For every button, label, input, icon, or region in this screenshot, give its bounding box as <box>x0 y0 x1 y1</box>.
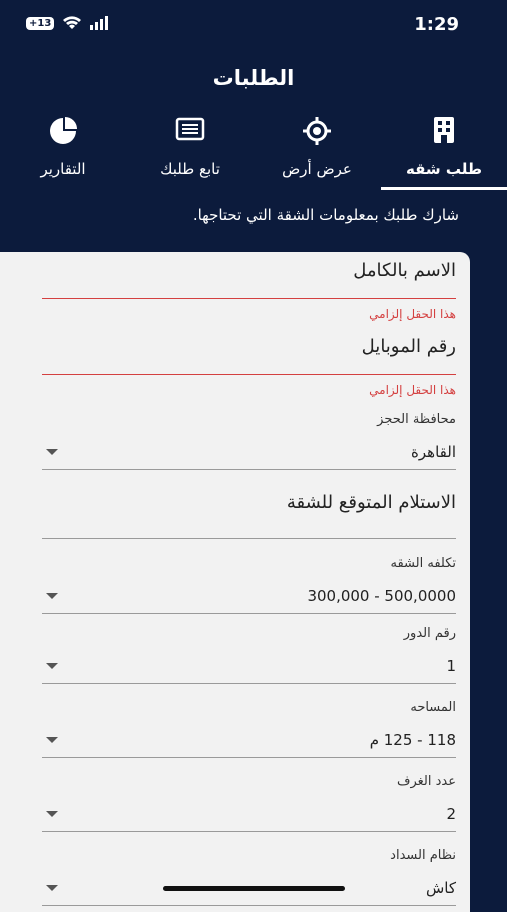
chevron-down-icon <box>46 737 58 743</box>
tab-bar <box>0 110 507 190</box>
tab-label: عرض أرض <box>282 160 352 178</box>
status-bar <box>0 0 507 56</box>
rooms-select[interactable] <box>42 797 456 832</box>
tab-label: طلب شقه <box>406 160 482 178</box>
chevron-down-icon <box>46 811 58 817</box>
signal-icon <box>90 16 112 30</box>
floor-select[interactable] <box>42 649 456 684</box>
mobile-error: هذا الحقل إلزامي <box>369 383 456 397</box>
floor-label: رقم الدور <box>403 626 456 641</box>
area-label: المساحه <box>410 700 456 715</box>
tab-reports[interactable] <box>0 110 126 190</box>
mobile-input[interactable]: رقم الموبايل <box>42 336 456 375</box>
chevron-down-icon <box>46 593 58 599</box>
cost-select[interactable] <box>42 579 456 614</box>
page-title: الطلبات <box>212 66 295 90</box>
tab-label: التقارير <box>40 160 86 178</box>
floor-value: 1 <box>446 657 456 675</box>
wifi-icon <box>62 16 82 30</box>
chevron-down-icon <box>46 885 58 891</box>
chevron-down-icon <box>46 449 58 455</box>
tab-apartment-request[interactable] <box>381 110 507 190</box>
tab-track-request[interactable] <box>127 110 253 190</box>
area-value: 118 - 125 م <box>369 731 456 749</box>
governorate-value: القاهرة <box>411 443 456 461</box>
cost-label: تكلفه الشقه <box>390 556 456 571</box>
rooms-value: 2 <box>446 805 456 823</box>
status-icons <box>26 16 112 30</box>
expected-receipt-input[interactable]: الاستلام المتوقع للشقة <box>42 492 456 539</box>
form-subtitle: شارك طلبك بمعلومات الشقة التي تحتاجها. <box>192 206 459 224</box>
payment-label: نظام السداد <box>390 848 456 863</box>
pie-chart-icon <box>0 116 126 146</box>
ticket-icon <box>127 116 253 146</box>
tab-label: تابع طلبك <box>160 160 220 178</box>
payment-value: كاش <box>425 879 456 897</box>
status-time: 1:29 <box>414 14 459 35</box>
fullname-error: هذا الحقل إلزامي <box>369 307 456 321</box>
area-select[interactable] <box>42 723 456 758</box>
notification-badge: +13 <box>26 17 54 30</box>
cost-value: 500,0000 - 300,000 <box>307 587 456 605</box>
governorate-select[interactable] <box>42 435 456 470</box>
rooms-label: عدد الغرف <box>397 774 456 789</box>
fullname-input[interactable]: الاسم بالكامل <box>42 260 456 299</box>
chevron-down-icon <box>46 663 58 669</box>
tab-land-offer[interactable] <box>254 110 380 190</box>
home-indicator[interactable] <box>163 886 345 891</box>
building-icon <box>381 116 507 146</box>
request-form <box>0 252 470 912</box>
governorate-label: محافظة الحجز <box>377 412 456 427</box>
target-icon <box>254 116 380 146</box>
